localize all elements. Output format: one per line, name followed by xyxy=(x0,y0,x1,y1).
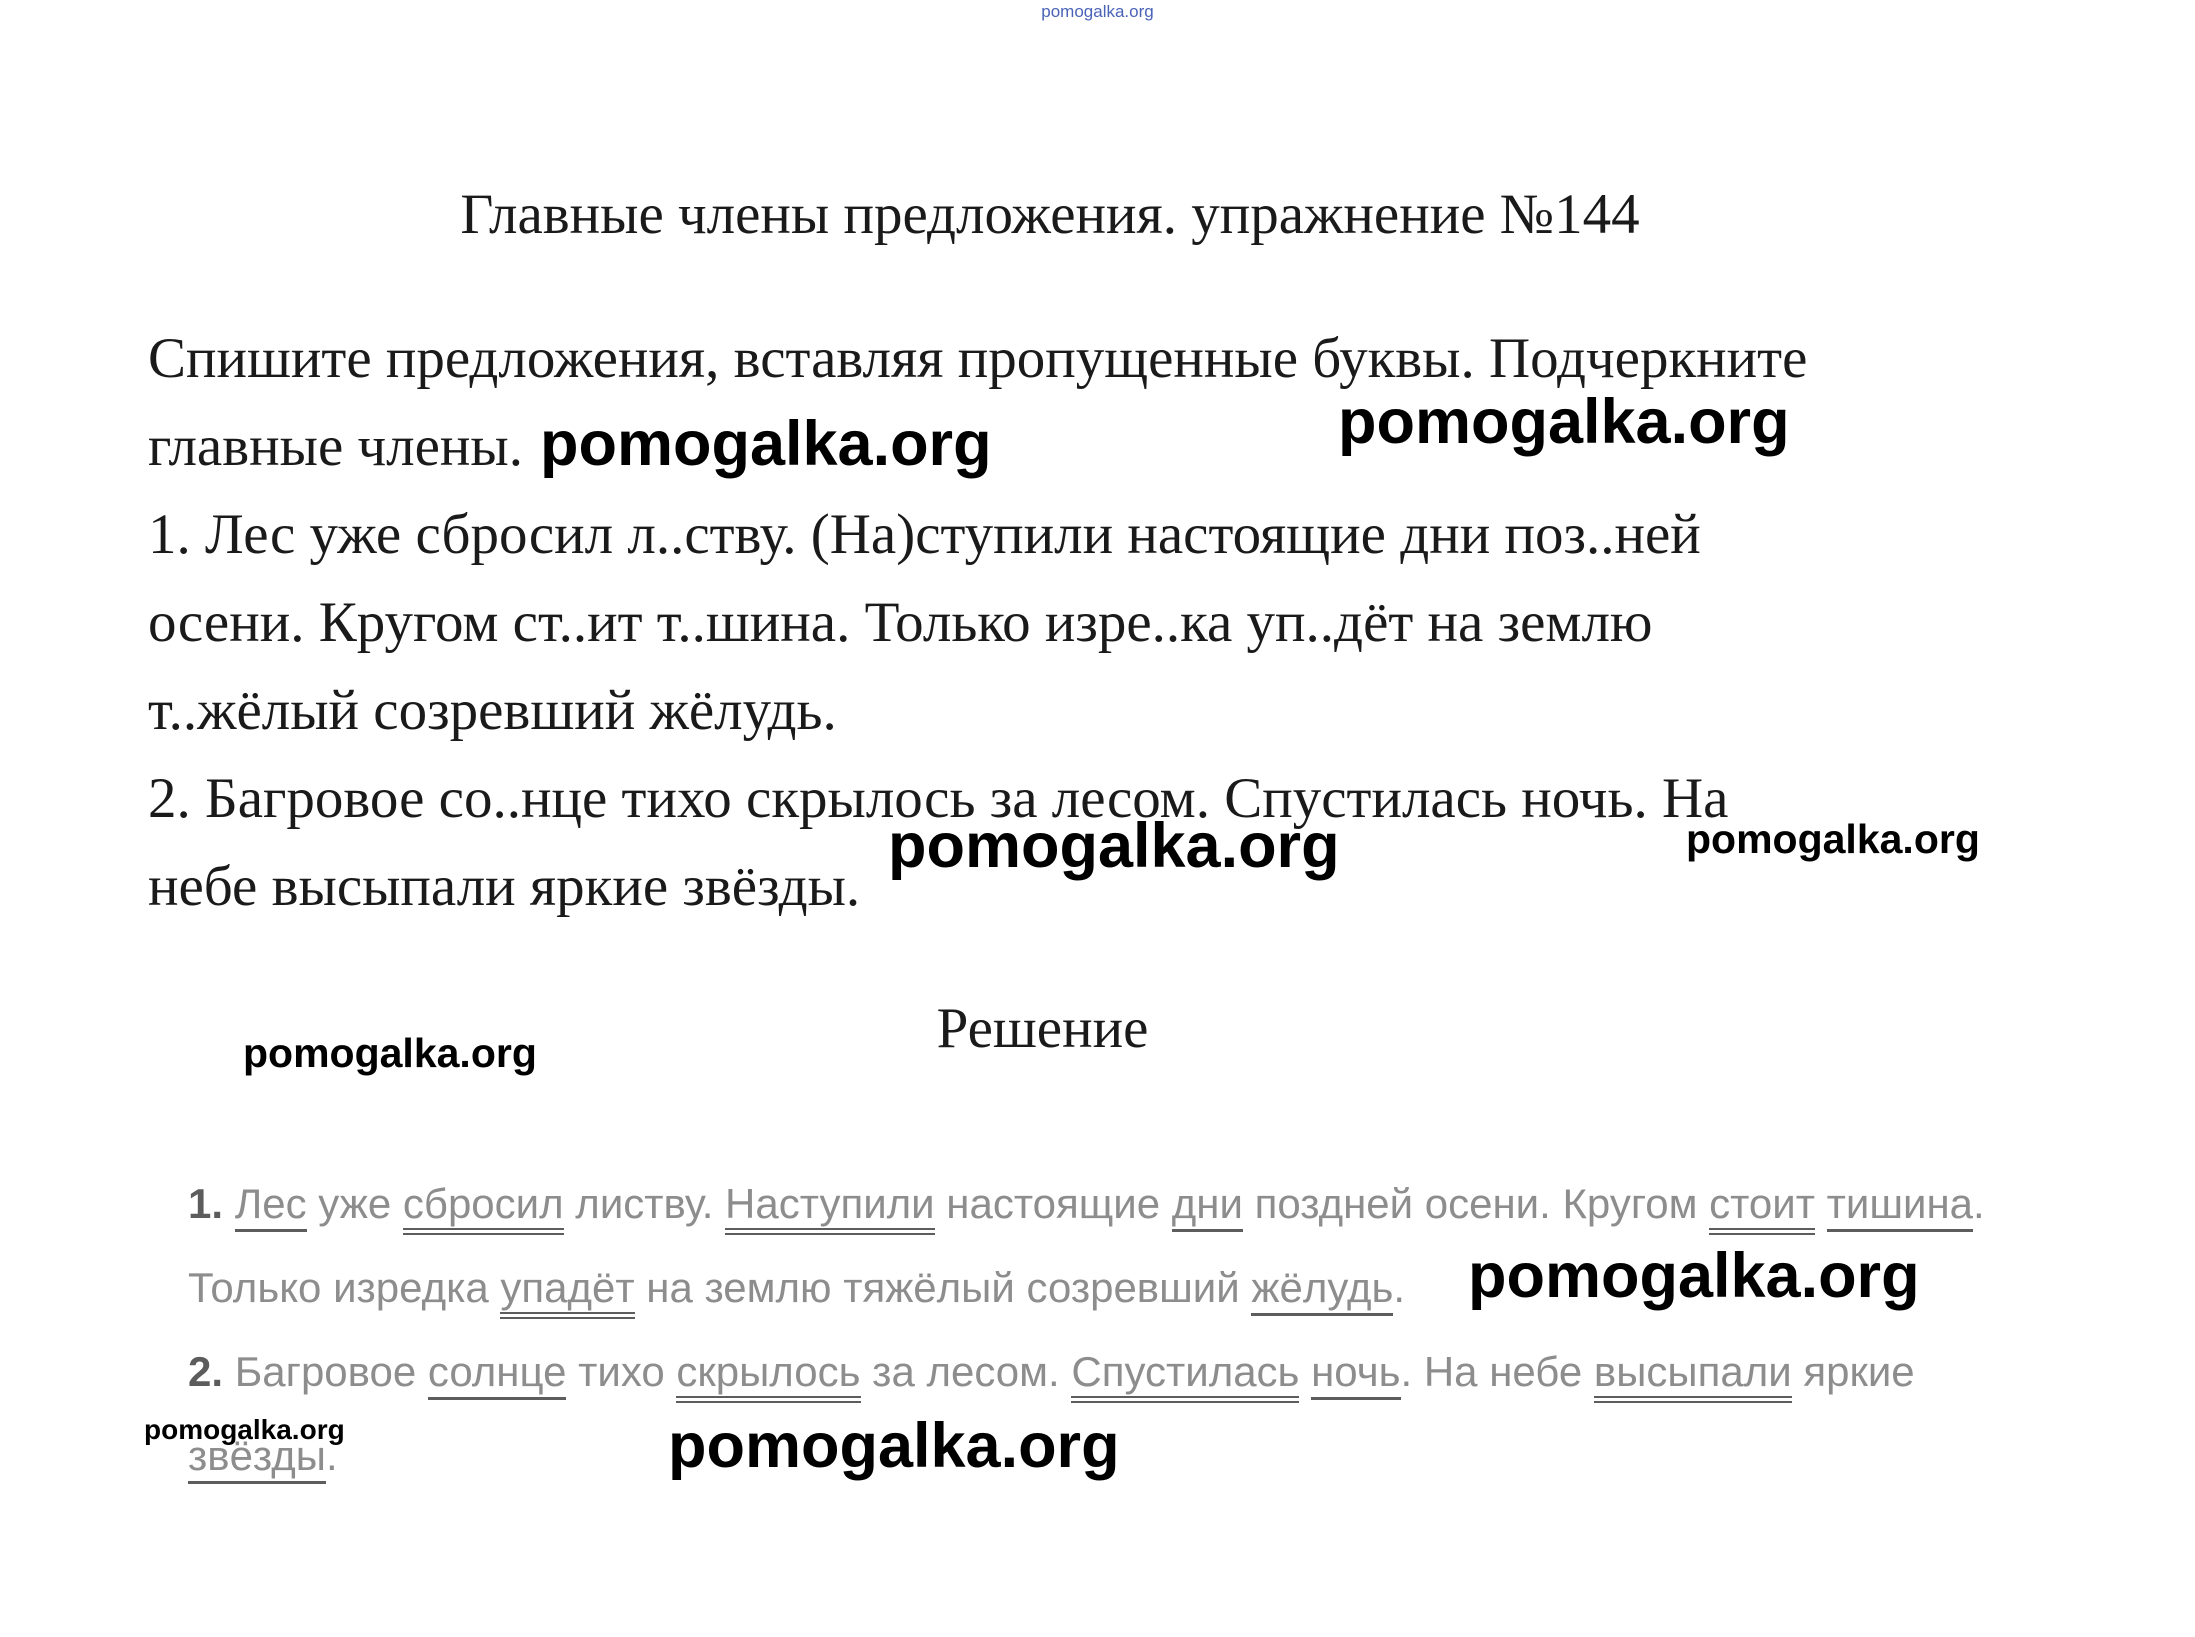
task-line-1: Спишите предложения, вставляя пропущенные буквы. Подчеркните xyxy=(148,327,1808,390)
subject-solntse: солнце xyxy=(428,1348,567,1400)
answer-line-2 xyxy=(188,1264,1405,1312)
subject-dni: дни xyxy=(1172,1180,1243,1232)
answer-text xyxy=(1815,1180,1827,1227)
predicate-upadet: упадёт xyxy=(500,1264,634,1319)
watermark: pomogalka.org xyxy=(1686,816,1980,862)
answer-line-1 xyxy=(188,1180,1985,1228)
watermark: pomogalka.org xyxy=(540,409,992,479)
task-line-3: 1. Лес уже сбросил л..ству. (На)ступили настоящие дни поз..ней xyxy=(148,503,1701,566)
answer-text: за лесом. xyxy=(860,1348,1072,1395)
predicate-vysypali: высыпали xyxy=(1594,1348,1792,1403)
watermark: pomogalka.org xyxy=(668,1411,1120,1481)
watermark: pomogalka.org xyxy=(243,1030,537,1076)
subject-zholud: жёлудь xyxy=(1251,1264,1393,1316)
predicate-skrylos: скрылось xyxy=(676,1348,860,1403)
answer-line-3 xyxy=(188,1348,1915,1396)
answer-text: Багровое xyxy=(223,1348,428,1395)
answer-text: листву. xyxy=(563,1180,726,1227)
task-line-6: 2. Багровое со..нце тихо скрылось за лесом. Спустилась ночь. На xyxy=(148,767,1729,830)
answer-number-1: 1. xyxy=(188,1180,224,1227)
answer-number-2: 2. xyxy=(188,1348,224,1395)
answer-text: уже xyxy=(306,1180,403,1227)
predicate-sbrosil: сбросил xyxy=(403,1180,564,1235)
subject-tishina: тишина xyxy=(1827,1180,1973,1232)
watermark: pomogalka.org xyxy=(1468,1241,1920,1311)
answer-text: поздней осени. Кругом xyxy=(1242,1180,1710,1227)
task-line-2: главные члены. xyxy=(148,415,523,478)
watermark: pomogalka.org xyxy=(144,1414,345,1445)
subject-zvezdy: звёзды xyxy=(188,1432,326,1484)
watermark: pomogalka.org xyxy=(1338,387,1790,457)
answer-text: тихо xyxy=(566,1348,677,1395)
subject-noch: ночь xyxy=(1311,1348,1400,1400)
subject-les: Лес xyxy=(235,1180,307,1232)
answer-text xyxy=(1299,1348,1311,1395)
answer-text: . xyxy=(325,1432,338,1479)
answer-text: Только изредка xyxy=(188,1264,501,1311)
predicate-stoit: стоит xyxy=(1709,1180,1815,1235)
predicate-nastupili: Наступили xyxy=(725,1180,935,1235)
answer-text: на землю тяжёлый созревший xyxy=(634,1264,1252,1311)
task-line-5: т..жёлый созревший жёлудь. xyxy=(148,679,837,742)
task-line-7: небе высыпали яркие звёзды. xyxy=(148,855,861,918)
predicate-spustilas: Спустилась xyxy=(1071,1348,1299,1403)
answer-text: яркие xyxy=(1791,1348,1915,1395)
answer-text: настоящие xyxy=(934,1180,1172,1227)
answer-text: . xyxy=(1393,1264,1406,1311)
watermark: pomogalka.org xyxy=(888,811,1340,881)
page-title: Главные члены предложения. упражнение №144 xyxy=(460,183,1640,246)
answer-text: . xyxy=(1973,1180,1985,1227)
task-line-4: осени. Кругом ст..ит т..шина. Только изре..ка уп..дёт на землю xyxy=(148,591,1653,654)
site-link[interactable]: pomogalka.org xyxy=(1041,2,1154,21)
solution-title: Решение xyxy=(936,997,1149,1060)
answer-text: . На небе xyxy=(1400,1348,1594,1395)
